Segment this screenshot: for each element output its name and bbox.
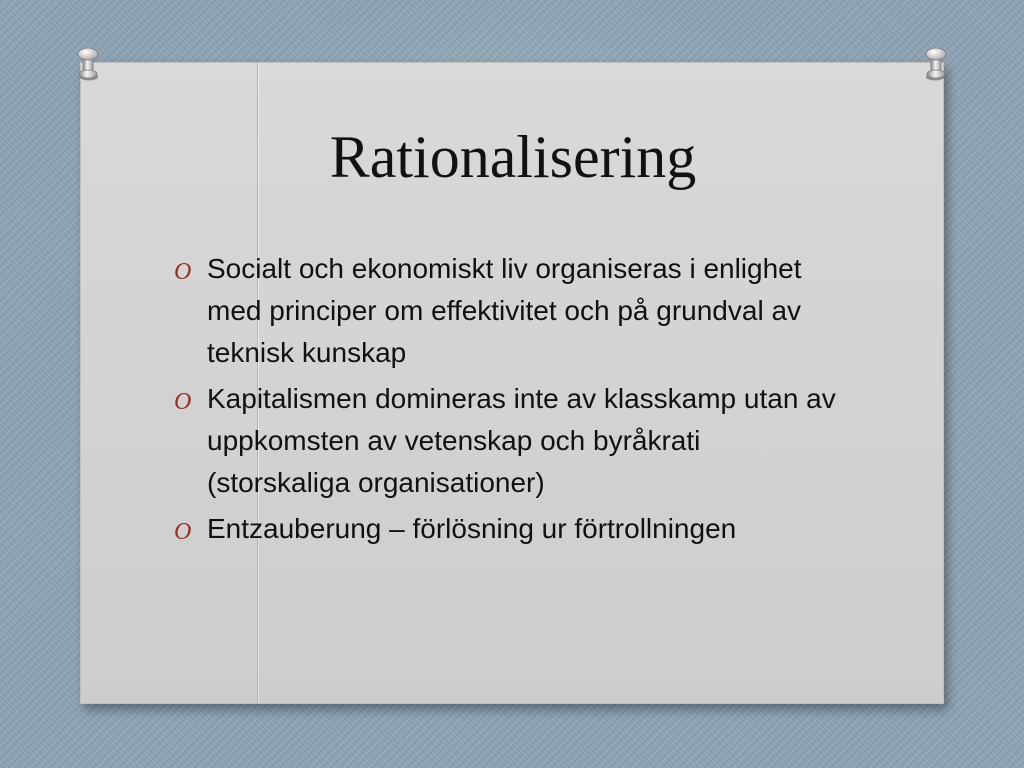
- list-item: [171, 248, 851, 374]
- pushpin-icon: [922, 44, 950, 82]
- pushpin-icon: [74, 44, 102, 82]
- bullet-text: Entzauberung – förlösning ur förtrollningen: [207, 513, 737, 544]
- list-item: [171, 378, 851, 504]
- bullet-marker: O: [174, 259, 192, 285]
- bullet-marker: O: [174, 389, 192, 415]
- list-item: [171, 508, 851, 550]
- slide-card: [80, 62, 944, 704]
- bullet-text: Kapitalismen domineras inte av klasskamp utan av uppkomsten av vetenskap och byråkrati (storskaliga organisationer): [207, 383, 836, 498]
- slide-title: Rationalisering: [329, 124, 697, 190]
- bullet-marker: O: [174, 519, 192, 545]
- bullet-list: [171, 248, 851, 554]
- bullet-text: Socialt och ekonomiskt liv organiseras i enlighet med principer om effektivitet och på grundval av teknisk kunskap: [207, 253, 802, 368]
